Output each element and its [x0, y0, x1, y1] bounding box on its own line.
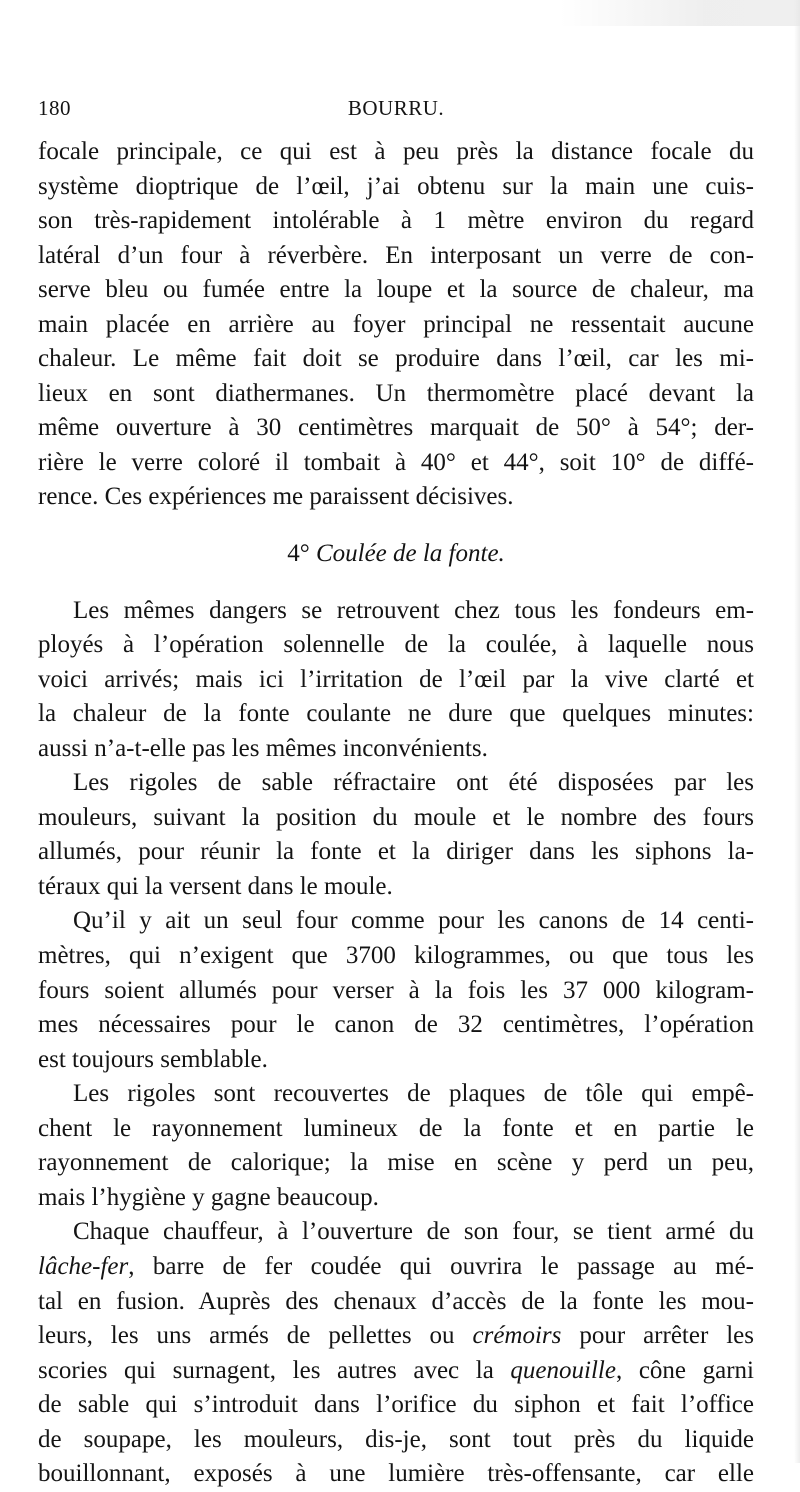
text-line: chent le rayonnement lumineux de la fonte et en partie le [38, 1114, 754, 1142]
body-text [38, 135, 754, 1492]
text-line [38, 1250, 754, 1285]
term-cremoirs: crémoirs [472, 1322, 562, 1350]
text-line: est toujours semblable. [38, 1045, 268, 1073]
text-line: serve bleu ou fumée entre la loupe et la source de chaleur, ma [38, 276, 754, 304]
text-fragment: pour arrêter les [561, 1322, 755, 1350]
text-line: Qu’il y ait un seul four comme pour les canons de 14 centi- [73, 907, 754, 935]
text-fragment: , barre de fer coudée qui ouvrira le passage au mé- [128, 1252, 754, 1280]
text-line: système dioptrique de l’œil, j’ai obtenu sur la main une cuis- [38, 172, 754, 200]
running-head: BOURRU. [347, 96, 445, 120]
text-fragment: , cône garni [615, 1356, 754, 1384]
text-line: tal en fusion. Auprès des chenaux d’accès de la fonte les mou- [38, 1287, 754, 1315]
text-line: son très-rapidement intolérable à 1 mètre environ du regard [38, 207, 754, 235]
paragraph-3 [38, 766, 754, 904]
paragraph-4 [38, 904, 754, 1077]
page-edge-shadow [794, 0, 800, 1463]
text-fragment: scories qui surnagent, les autres avec la [38, 1356, 511, 1384]
section-title: Coulée de la fonte. [315, 540, 505, 568]
text-line: mais l’hygiène y gagne beaucoup. [38, 1183, 379, 1211]
text-fragment: leurs, les uns armés de pellettes ou [38, 1322, 473, 1350]
term-quenouille: quenouille [510, 1356, 616, 1384]
text-line: rence. Ces expériences me paraissent décisives. [38, 483, 514, 511]
text-line [38, 1319, 754, 1354]
text-line: aussi n’a-t-elle pas les mêmes inconvénients. [38, 734, 488, 762]
text-line: la chaleur de la fonte coulante ne dure que quelques minutes: [38, 700, 754, 728]
text-line: Chaque chauffeur, à l’ouverture de son four, se tient armé du [73, 1218, 754, 1246]
text-line: main placée en arrière au foyer principal ne ressentait aucune [38, 310, 754, 338]
page-number: 180 [38, 96, 71, 120]
section-heading [38, 537, 754, 572]
section-number: 4° [287, 540, 310, 568]
page-header [38, 96, 754, 126]
bleed-through-smudge [560, 0, 800, 26]
text-line: mètres, qui n’exigent que 3700 kilogrammes, ou que tous les [38, 942, 754, 970]
paragraph-2 [38, 594, 754, 767]
text-line: chaleur. Le même fait doit se produire dans l’œil, car les mi- [38, 345, 754, 373]
text-line: rière le verre coloré il tombait à 40° et 44°, soit 10° de diffé- [38, 448, 754, 476]
text-line: allumés, pour réunir la fonte et la diriger dans les siphons la- [38, 838, 754, 866]
text-line: même ouverture à 30 centimètres marquait de 50° à 54°; der- [38, 414, 754, 442]
text-line: de soupape, les mouleurs, dis-je, sont tout près du liquide [38, 1425, 754, 1453]
text-line: mouleurs, suivant la position du moule et le nombre des fours [38, 803, 754, 831]
text-line: bouillonnant, exposés à une lumière très-offensante, car elle [38, 1460, 754, 1488]
text-line: focale principale, ce qui est à peu près la distance focale du [38, 138, 754, 165]
term-lache-fer: lâche-fer [38, 1252, 129, 1280]
text-line: de sable qui s’introduit dans l’orifice du siphon et fait l’office [38, 1391, 754, 1419]
text-line: voici arrivés; mais ici l’irritation de l’œil par la vive clarté et [38, 665, 754, 693]
text-line: rayonnement de calorique; la mise en scène y perd un peu, [38, 1149, 754, 1177]
text-line: fours soient allumés pour verser à la fois les 37 000 kilogram- [38, 976, 754, 1004]
paragraph-5 [38, 1077, 754, 1215]
text-line: lieux en sont diathermanes. Un thermomètre placé devant la [38, 379, 754, 407]
text-line: téraux qui la versent dans le moule. [38, 872, 393, 900]
text-line: mes nécessaires pour le canon de 32 centimètres, l’opération [38, 1011, 754, 1039]
paragraph-6 [38, 1215, 754, 1491]
paragraph-1 [38, 135, 754, 515]
text-line: Les rigoles de sable réfractaire ont été disposées par les [73, 769, 754, 797]
text-line: ployés à l’opération solennelle de la coulée, à laquelle nous [38, 631, 754, 659]
text-line: Les mêmes dangers se retrouvent chez tous les fondeurs em- [73, 596, 754, 624]
text-line: latéral d’un four à réverbère. En interposant un verre de con- [38, 241, 754, 269]
text-line [38, 1354, 754, 1389]
text-line: Les rigoles sont recouvertes de plaques de tôle qui empê- [73, 1080, 754, 1108]
